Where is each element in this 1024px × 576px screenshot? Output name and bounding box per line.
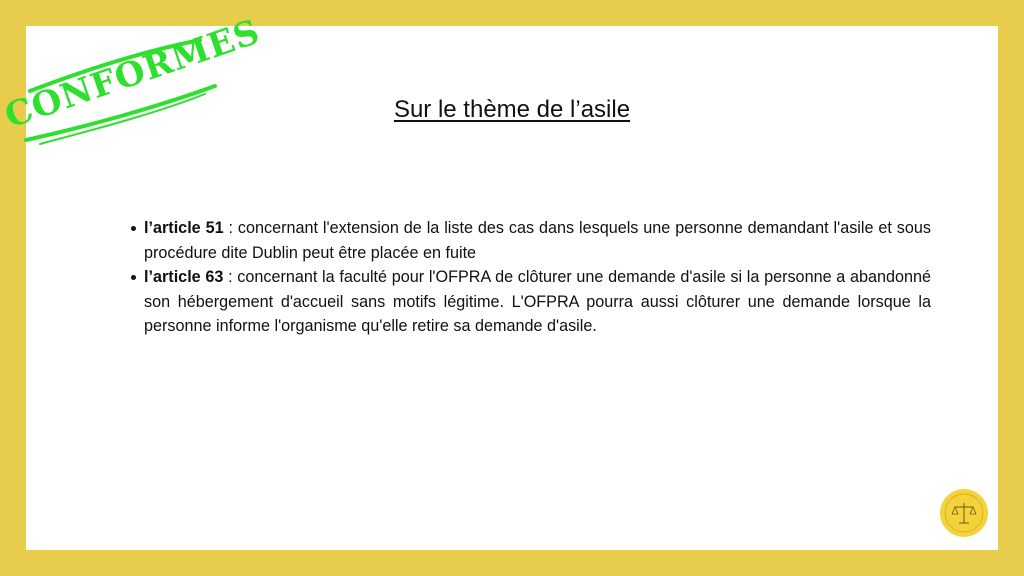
- stamp-text: CONFORMES: [0, 11, 266, 137]
- list-item-article-51: [144, 216, 931, 265]
- article-list: [144, 216, 931, 339]
- list-item-article-63: [144, 265, 931, 339]
- conformes-stamp: [0, 11, 266, 148]
- page-title: Sur le thème de l’asile: [393, 96, 631, 123]
- article-description: : concernant l'extension de la liste des cas dans lesquels une personne demandant l'asile et sous procédure dite Dublin peut être placée en fuite: [144, 219, 931, 262]
- stamp-graphic: [0, 11, 266, 148]
- justice-scales-logo-icon: [938, 487, 990, 539]
- article-description: : concernant la faculté pour l'OFPRA de clôturer une demande d'asile si la personne a abandonné son hébergement d'accueil sans motifs légitime. L'OFPRA pourra aussi clôturer une demande lorsque la personne informe l'organisme qu'elle retire sa demande d'asile.: [144, 268, 931, 335]
- article-label: l’article 51: [144, 219, 224, 237]
- article-label: l’article 63: [144, 268, 224, 286]
